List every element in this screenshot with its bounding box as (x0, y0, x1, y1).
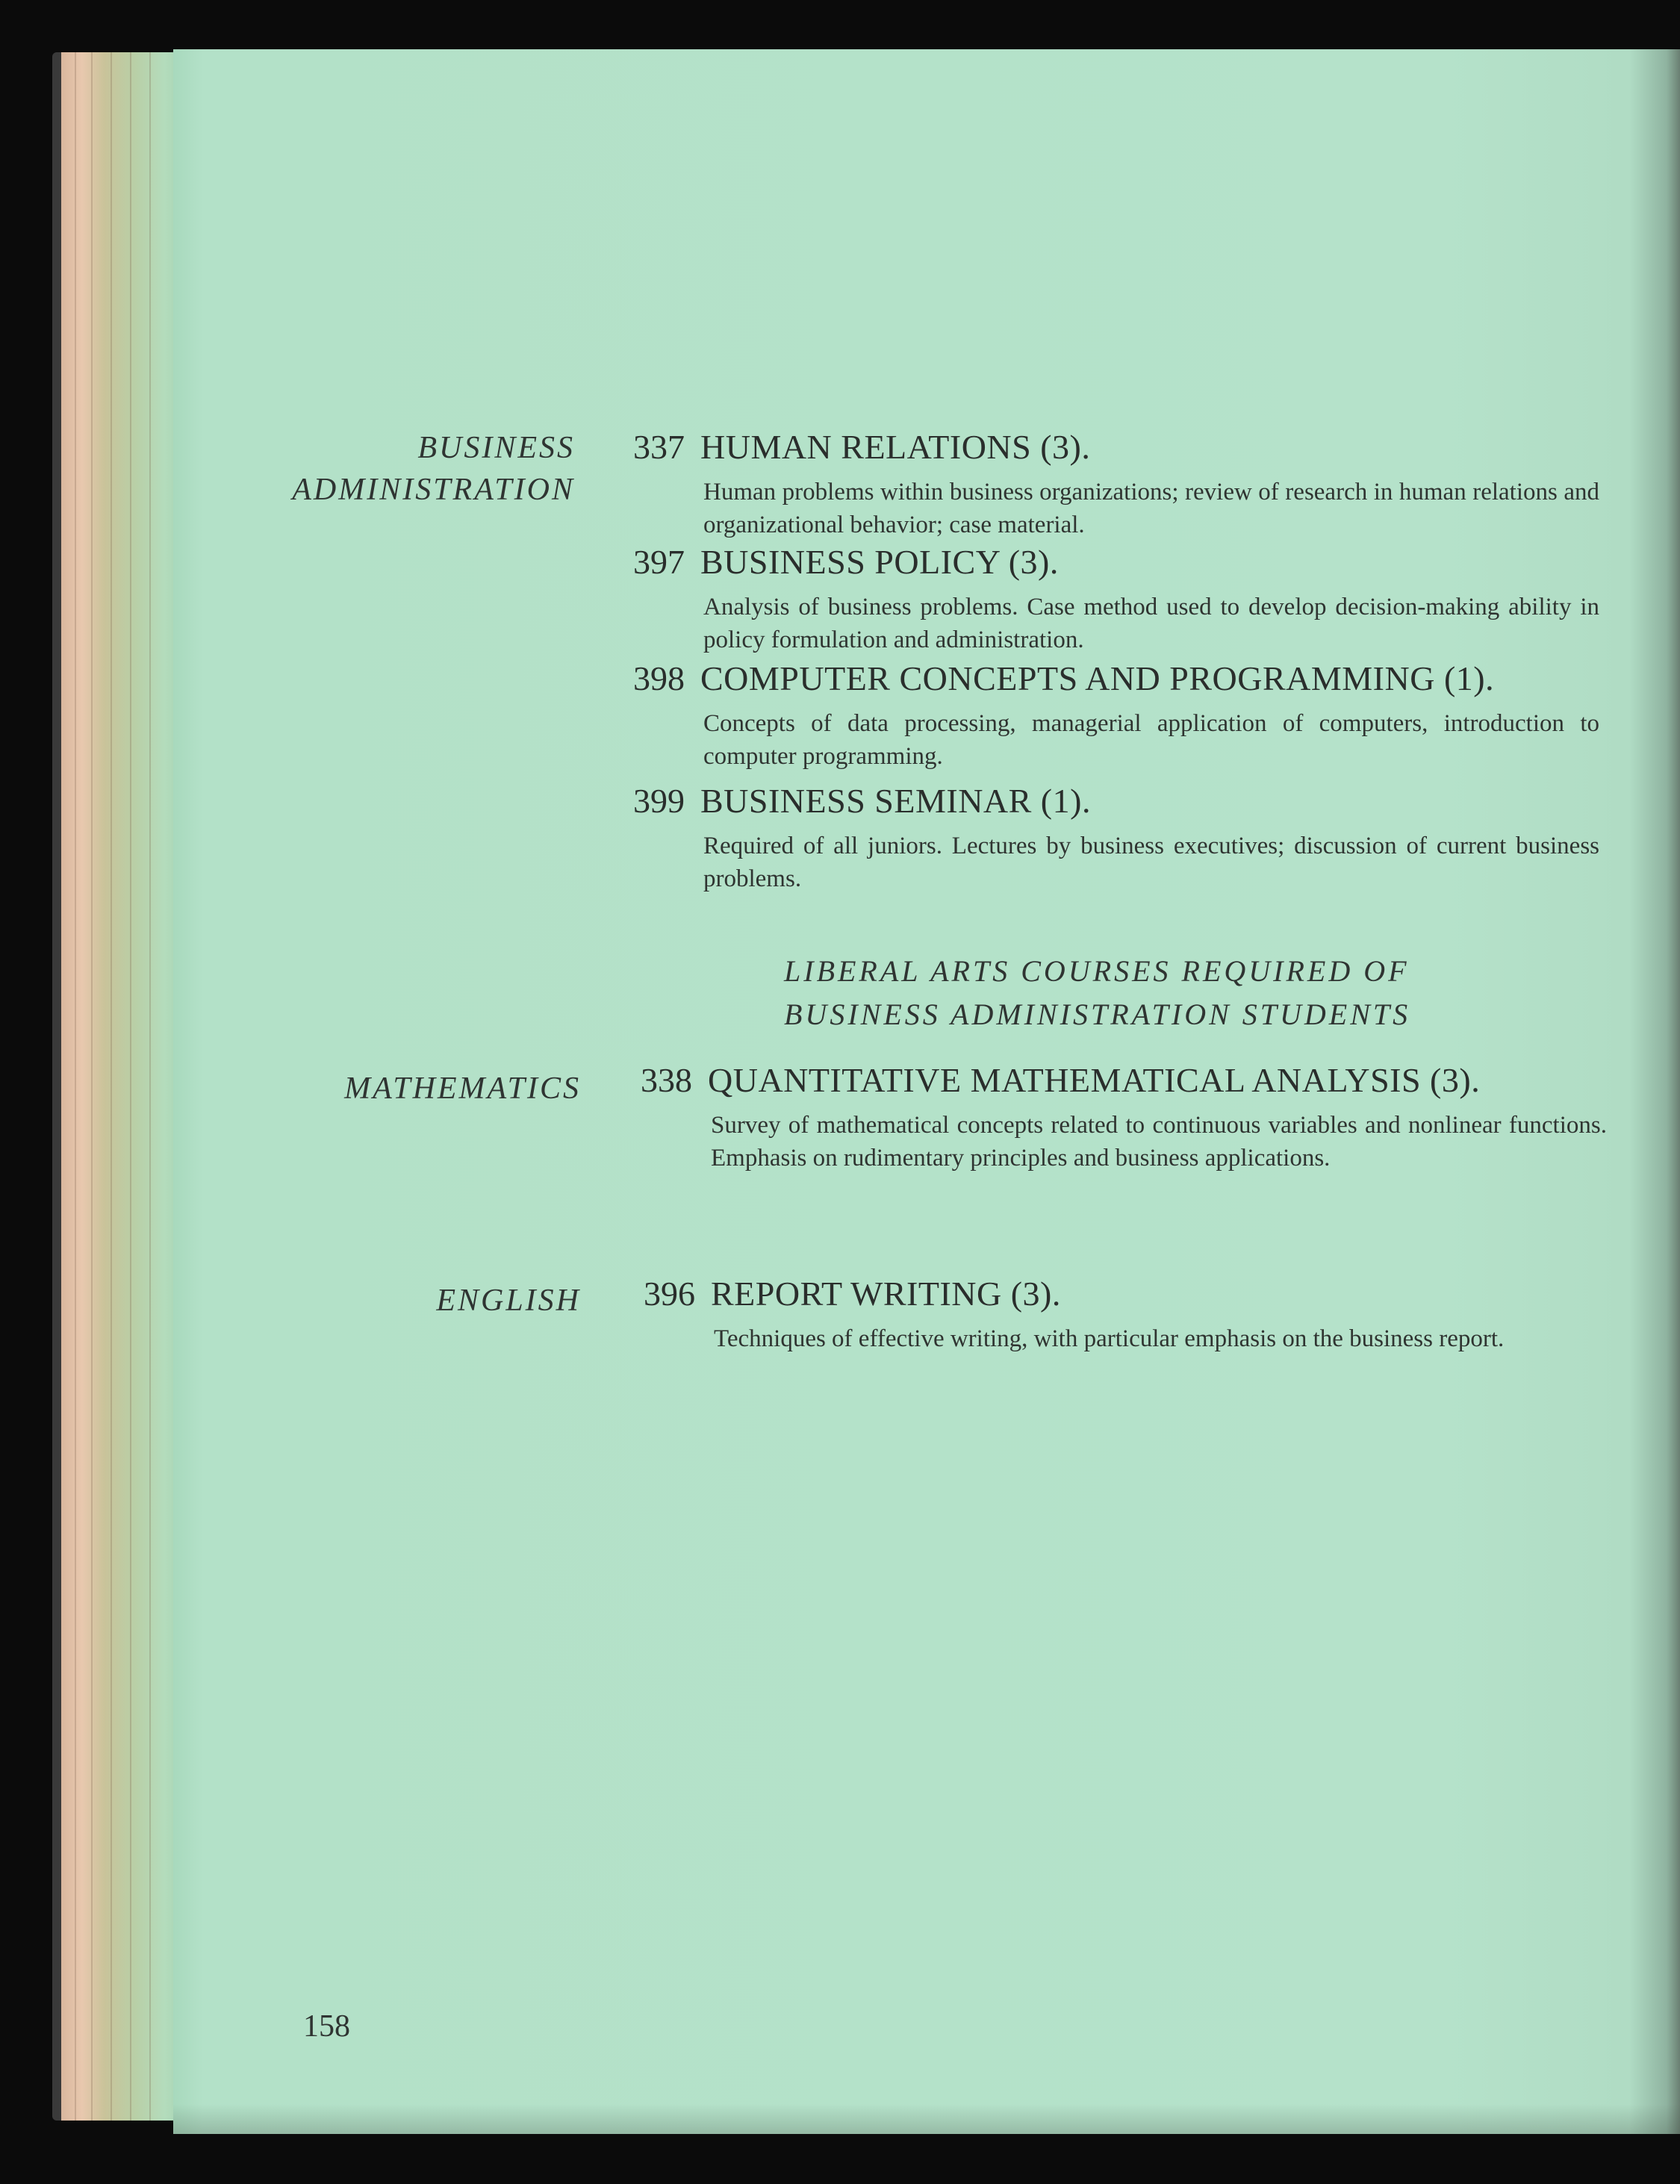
course-number: 398 (633, 659, 685, 697)
dept-label-mathematics (344, 1068, 581, 1110)
liberal-arts-heading (784, 950, 1410, 1036)
course-number: 397 (633, 543, 685, 581)
course-header (633, 427, 1604, 467)
course-description: Required of all juniors. Lectures by business executives; discussion of current business problems. (703, 833, 1599, 892)
heading-line-1: LIBERAL ARTS COURSES REQUIRED OF (784, 954, 1410, 988)
course-399 (633, 781, 1604, 895)
course-description: Survey of mathematical concepts related to continuous variables and nonlinear functions. Emphasis on rudimentary principles and business applications. (711, 1112, 1607, 1172)
course-title: QUANTITATIVE MATHEMATICAL ANALYSIS (3). (708, 1061, 1481, 1099)
course-header (644, 1274, 1614, 1313)
course-header (641, 1060, 1611, 1100)
dept-label-english (436, 1280, 581, 1322)
course-title: REPORT WRITING (3). (711, 1275, 1061, 1313)
course-398 (633, 659, 1604, 773)
course-number: 396 (644, 1275, 695, 1313)
course-description: Analysis of business problems. Case method used to develop decision-making ability in policy formulation and administration. (703, 594, 1599, 653)
course-title: BUSINESS POLICY (3). (700, 543, 1059, 581)
course-337 (633, 427, 1604, 541)
course-description: Human problems within business organizations; review of research in human relations and organizational behavior; case material. (703, 479, 1599, 538)
course-number: 337 (633, 428, 685, 466)
heading-line-2: BUSINESS ADMINISTRATION STUDENTS (784, 998, 1411, 1031)
course-title: COMPUTER CONCEPTS AND PROGRAMMING (1). (700, 659, 1495, 697)
course-title: BUSINESS SEMINAR (1). (700, 782, 1091, 820)
course-header (633, 781, 1604, 821)
course-number: 338 (641, 1061, 692, 1099)
course-397 (633, 542, 1604, 656)
course-396 (644, 1274, 1614, 1355)
course-header (633, 542, 1604, 582)
page-shadow (173, 2104, 1680, 2134)
course-338 (641, 1060, 1611, 1175)
dept-label-line: ENGLISH (436, 1284, 581, 1318)
course-description: Techniques of effective writing, with particular emphasis on the business report. (714, 1325, 1505, 1352)
dept-label-line: MATHEMATICS (344, 1071, 581, 1106)
course-number: 399 (633, 782, 685, 820)
dept-label-business-administration (292, 427, 575, 511)
page-number: 158 (303, 2009, 350, 2044)
page-edges (52, 52, 179, 2121)
dept-label-line-2: ADMINISTRATION (292, 473, 575, 507)
dept-label-line-1: BUSINESS (417, 431, 575, 465)
course-title: HUMAN RELATIONS (3). (700, 428, 1091, 466)
course-header (633, 659, 1604, 698)
course-description: Concepts of data processing, managerial application of computers, introduction to computer programming. (703, 710, 1599, 770)
